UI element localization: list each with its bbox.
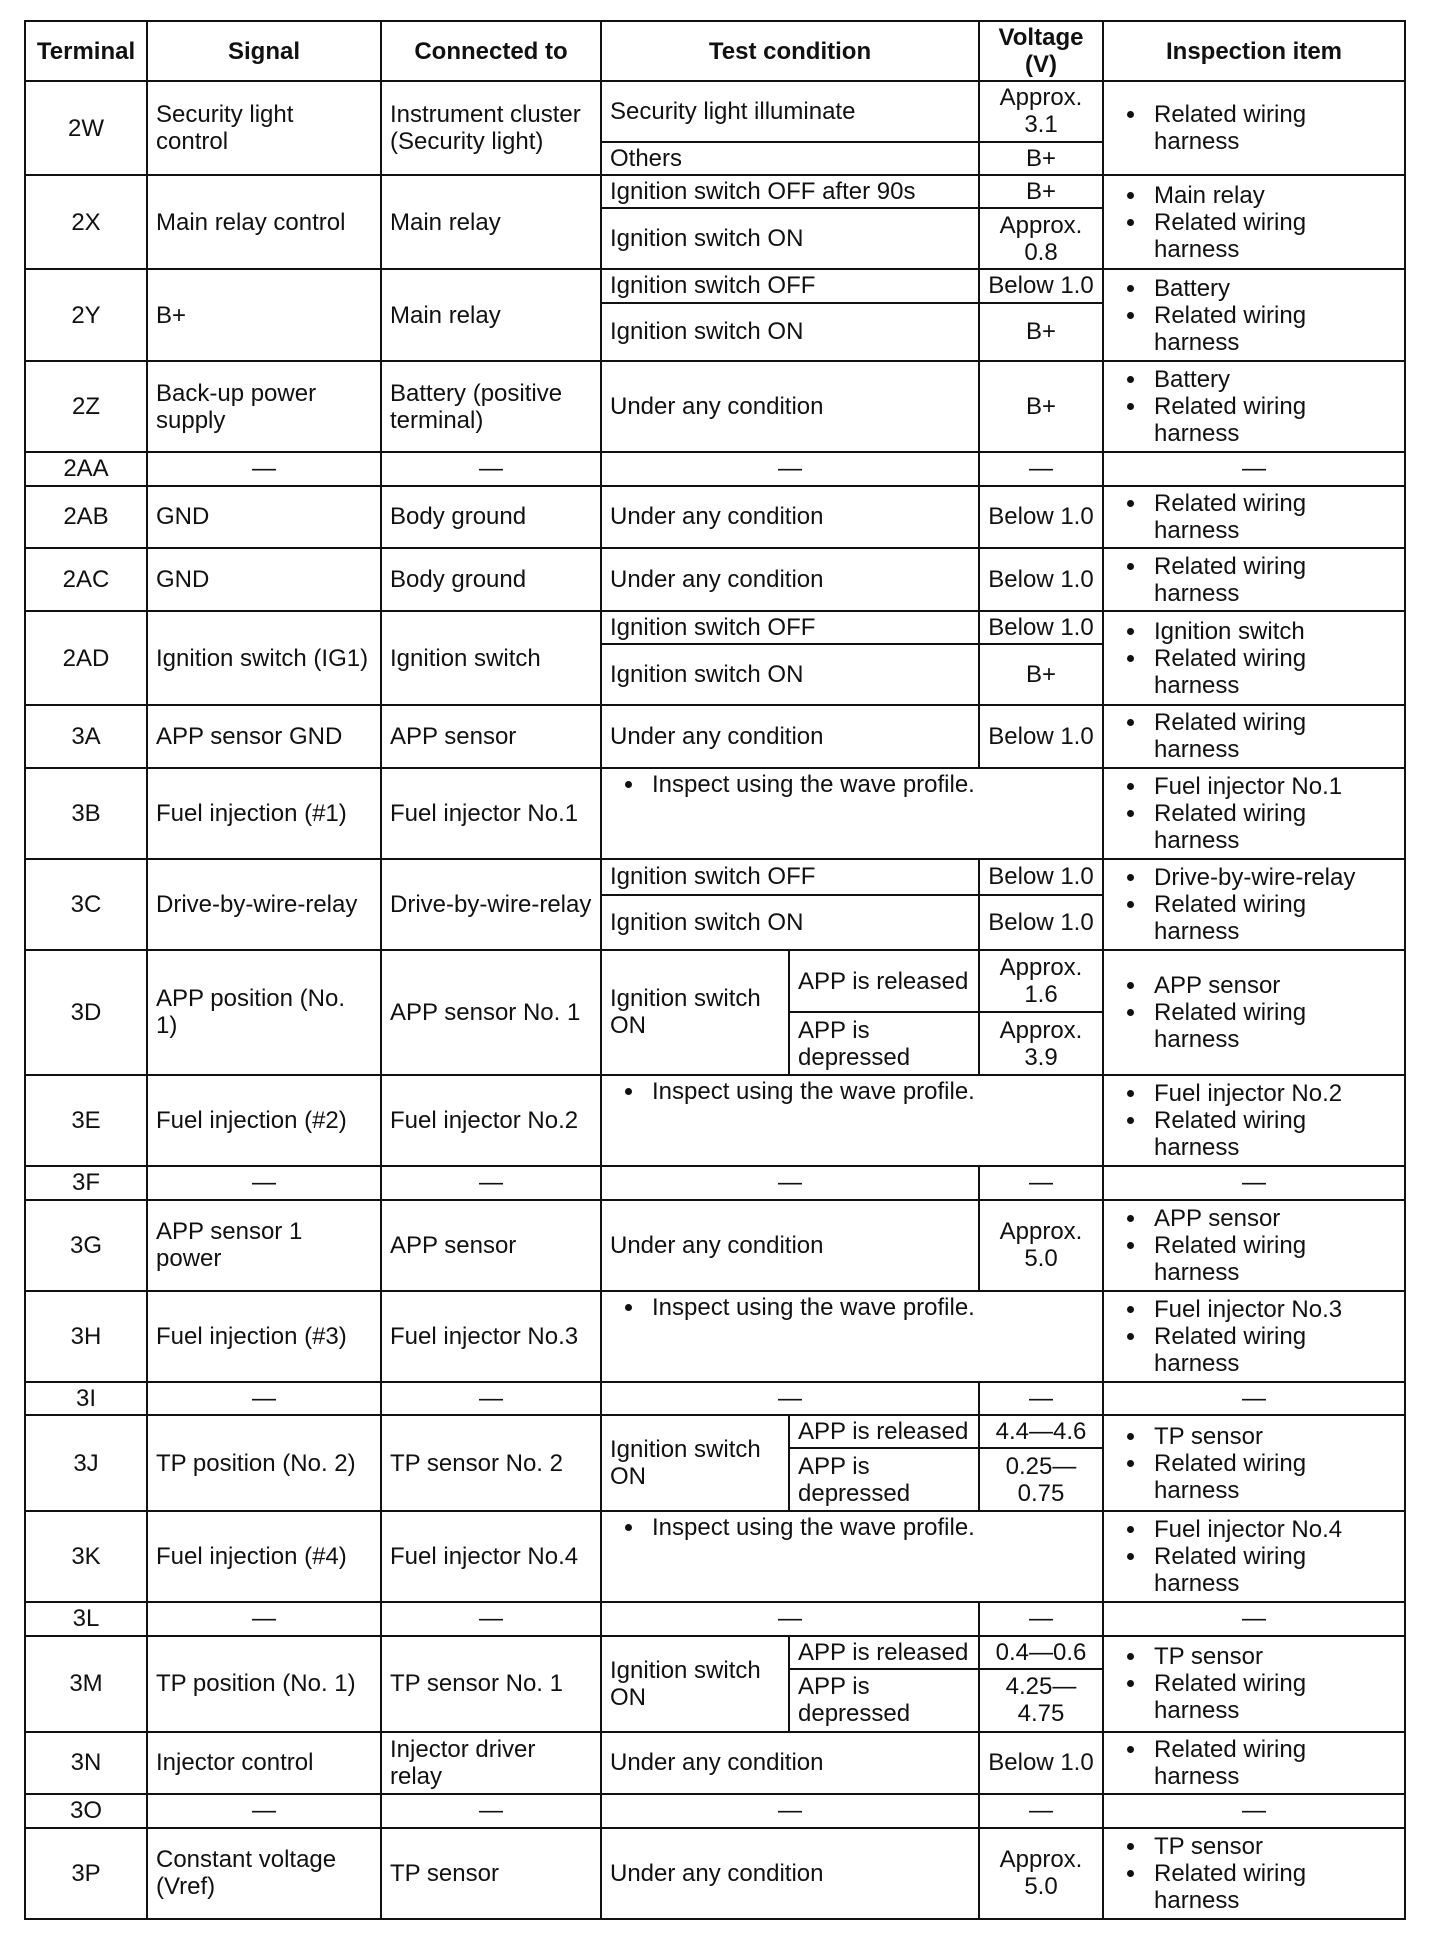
terminal-cell: 3M xyxy=(25,1636,147,1732)
voltage-cell: B+ xyxy=(979,175,1103,208)
voltage-cell: — xyxy=(979,1382,1103,1415)
inspection-cell: — xyxy=(1103,1382,1405,1415)
condition-cell: Ignition switch ON xyxy=(601,208,979,269)
inspection-cell xyxy=(1103,1636,1405,1732)
table-row xyxy=(25,81,1405,142)
terminal-cell: 2W xyxy=(25,81,147,175)
inspection-item: • TP sensor xyxy=(1148,1833,1396,1860)
voltage-cell: Below 1.0 xyxy=(979,895,1103,950)
table-row xyxy=(25,859,1405,895)
table-row xyxy=(25,1511,1405,1602)
inspection-item: • Related wiring harness xyxy=(1148,999,1396,1053)
table-row xyxy=(25,1166,1405,1199)
terminal-cell: 3J xyxy=(25,1415,147,1511)
subcondition-cell: APP is released xyxy=(789,1636,979,1669)
inspection-item: • TP sensor xyxy=(1148,1423,1396,1450)
signal-cell: — xyxy=(147,1382,381,1415)
header-test-condition: Test condition xyxy=(601,21,979,81)
inspection-cell xyxy=(1103,705,1405,768)
inspection-item: • Related wiring harness xyxy=(1148,1450,1396,1504)
condition-cell: Under any condition xyxy=(601,1828,979,1919)
table-row xyxy=(25,1636,1405,1669)
terminal-cell: 2X xyxy=(25,175,147,269)
condition-cell: Under any condition xyxy=(601,548,979,611)
voltage-cell: Below 1.0 xyxy=(979,611,1103,644)
voltage-cell: Below 1.0 xyxy=(979,548,1103,611)
connected-cell: Battery (positive terminal) xyxy=(381,361,601,452)
connected-cell: Fuel injector No.4 xyxy=(381,1511,601,1602)
condition-cell: Under any condition xyxy=(601,1200,979,1291)
inspection-cell xyxy=(1103,81,1405,175)
condition-cell: Ignition switch OFF xyxy=(601,859,979,895)
condition-cell: — xyxy=(601,1794,979,1827)
voltage-cell: 0.25—0.75 xyxy=(979,1448,1103,1511)
inspection-item: • Main relay xyxy=(1148,182,1396,209)
inspection-item: • Related wiring harness xyxy=(1148,302,1396,356)
header-voltage: Voltage (V) xyxy=(979,21,1103,81)
condition-cell: Ignition switch ON xyxy=(601,1415,789,1511)
terminal-cell: 3D xyxy=(25,950,147,1075)
signal-cell: Fuel injection (#4) xyxy=(147,1511,381,1602)
inspection-item: • Ignition switch xyxy=(1148,618,1396,645)
condition-cell: Ignition switch ON xyxy=(601,644,979,705)
terminal-voltage-table xyxy=(24,20,1406,1920)
signal-cell: — xyxy=(147,1602,381,1635)
table-row xyxy=(25,1602,1405,1635)
wave-profile-cell xyxy=(601,1511,1103,1602)
signal-cell: — xyxy=(147,1794,381,1827)
condition-cell: — xyxy=(601,1166,979,1199)
inspection-cell xyxy=(1103,175,1405,269)
signal-cell: B+ xyxy=(147,269,381,361)
table-row xyxy=(25,1415,1405,1448)
terminal-cell: 3C xyxy=(25,859,147,950)
connected-cell: Body ground xyxy=(381,486,601,549)
header-connected-to: Connected to xyxy=(381,21,601,81)
connected-cell: APP sensor No. 1 xyxy=(381,950,601,1075)
inspection-item: • Drive-by-wire-relay xyxy=(1148,864,1396,891)
table-row xyxy=(25,611,1405,644)
inspection-item: • Related wiring harness xyxy=(1148,1232,1396,1286)
inspection-item: • Related wiring harness xyxy=(1148,1543,1396,1597)
inspection-item: • Battery xyxy=(1148,366,1396,393)
voltage-cell: B+ xyxy=(979,361,1103,452)
inspection-cell xyxy=(1103,548,1405,611)
inspection-item: • Related wiring harness xyxy=(1148,1736,1396,1790)
signal-cell: Injector control xyxy=(147,1732,381,1795)
inspection-cell xyxy=(1103,950,1405,1075)
connected-cell: APP sensor xyxy=(381,705,601,768)
terminal-cell: 2Z xyxy=(25,361,147,452)
voltage-cell: B+ xyxy=(979,303,1103,362)
inspection-item: • TP sensor xyxy=(1148,1643,1396,1670)
terminal-cell: 2AC xyxy=(25,548,147,611)
table-row xyxy=(25,1075,1405,1166)
condition-cell: — xyxy=(601,1602,979,1635)
condition-cell: Ignition switch OFF after 90s xyxy=(601,175,979,208)
inspection-cell xyxy=(1103,859,1405,950)
inspection-cell xyxy=(1103,269,1405,361)
condition-cell: Under any condition xyxy=(601,705,979,768)
inspection-item: • Related wiring harness xyxy=(1148,393,1396,447)
terminal-cell: 3P xyxy=(25,1828,147,1919)
inspection-item: • Related wiring harness xyxy=(1148,1323,1396,1377)
signal-cell: Drive-by-wire-relay xyxy=(147,859,381,950)
signal-cell: — xyxy=(147,1166,381,1199)
table-row xyxy=(25,950,1405,1013)
voltage-cell: Below 1.0 xyxy=(979,859,1103,895)
signal-cell: Main relay control xyxy=(147,175,381,269)
inspection-item: • Related wiring harness xyxy=(1148,553,1396,607)
terminal-cell: 2AB xyxy=(25,486,147,549)
signal-cell: Fuel injection (#3) xyxy=(147,1291,381,1382)
connected-cell: Fuel injector No.1 xyxy=(381,768,601,859)
header-signal: Signal xyxy=(147,21,381,81)
voltage-cell: Below 1.0 xyxy=(979,269,1103,302)
header-terminal: Terminal xyxy=(25,21,147,81)
inspection-item: • Fuel injector No.3 xyxy=(1148,1296,1396,1323)
subcondition-cell: APP is depressed xyxy=(789,1448,979,1511)
terminal-cell: 3I xyxy=(25,1382,147,1415)
wave-profile-note: • Inspect using the wave profile. xyxy=(646,1078,1094,1105)
terminal-cell: 3K xyxy=(25,1511,147,1602)
connected-cell: — xyxy=(381,1794,601,1827)
condition-cell: Under any condition xyxy=(601,361,979,452)
signal-cell: — xyxy=(147,452,381,485)
condition-cell: Security light illuminate xyxy=(601,81,979,142)
signal-cell: TP position (No. 2) xyxy=(147,1415,381,1511)
connected-cell: TP sensor No. 1 xyxy=(381,1636,601,1732)
signal-cell: Fuel injection (#2) xyxy=(147,1075,381,1166)
connected-cell: TP sensor No. 2 xyxy=(381,1415,601,1511)
signal-cell: Security light control xyxy=(147,81,381,175)
condition-cell: Under any condition xyxy=(601,486,979,549)
signal-cell: GND xyxy=(147,486,381,549)
voltage-cell: — xyxy=(979,452,1103,485)
inspection-item: • Related wiring harness xyxy=(1148,645,1396,699)
subcondition-cell: APP is released xyxy=(789,950,979,1013)
inspection-item: • Related wiring harness xyxy=(1148,490,1396,544)
terminal-cell: 3B xyxy=(25,768,147,859)
signal-cell: Constant voltage (Vref) xyxy=(147,1828,381,1919)
inspection-cell xyxy=(1103,1291,1405,1382)
connected-cell: — xyxy=(381,1602,601,1635)
table-row xyxy=(25,705,1405,768)
table-row xyxy=(25,452,1405,485)
voltage-cell: Below 1.0 xyxy=(979,705,1103,768)
voltage-cell: Approx. 5.0 xyxy=(979,1200,1103,1291)
connected-cell: TP sensor xyxy=(381,1828,601,1919)
inspection-item: • Related wiring harness xyxy=(1148,800,1396,854)
terminal-cell: 3F xyxy=(25,1166,147,1199)
table-row xyxy=(25,768,1405,859)
signal-cell: TP position (No. 1) xyxy=(147,1636,381,1732)
terminal-cell: 3O xyxy=(25,1794,147,1827)
subcondition-cell: APP is depressed xyxy=(789,1669,979,1732)
terminal-cell: 3A xyxy=(25,705,147,768)
connected-cell: Body ground xyxy=(381,548,601,611)
inspection-item: • Related wiring harness xyxy=(1148,101,1396,155)
table-row xyxy=(25,361,1405,452)
subcondition-cell: APP is depressed xyxy=(789,1012,979,1075)
signal-cell: APP sensor 1 power xyxy=(147,1200,381,1291)
table-row xyxy=(25,1291,1405,1382)
voltage-cell: 4.4—4.6 xyxy=(979,1415,1103,1448)
inspection-item: • Related wiring harness xyxy=(1148,891,1396,945)
connected-cell: Fuel injector No.3 xyxy=(381,1291,601,1382)
voltage-cell: Approx. 1.6 xyxy=(979,950,1103,1013)
condition-cell: — xyxy=(601,1382,979,1415)
inspection-item: • Related wiring harness xyxy=(1148,1860,1396,1914)
inspection-item: • Fuel injector No.4 xyxy=(1148,1516,1396,1543)
inspection-item: • Related wiring harness xyxy=(1148,709,1396,763)
signal-cell: APP position (No. 1) xyxy=(147,950,381,1075)
wave-profile-note: • Inspect using the wave profile. xyxy=(646,1514,1094,1541)
signal-cell: APP sensor GND xyxy=(147,705,381,768)
connected-cell: Instrument cluster (Security light) xyxy=(381,81,601,175)
connected-cell: Ignition switch xyxy=(381,611,601,705)
condition-cell: Under any condition xyxy=(601,1732,979,1795)
signal-cell: Ignition switch (IG1) xyxy=(147,611,381,705)
condition-cell: Ignition switch ON xyxy=(601,950,789,1075)
condition-cell: Ignition switch ON xyxy=(601,1636,789,1732)
connected-cell: Injector driver relay xyxy=(381,1732,601,1795)
inspection-item: • Battery xyxy=(1148,275,1396,302)
inspection-item: • Related wiring harness xyxy=(1148,1670,1396,1724)
wave-profile-cell xyxy=(601,768,1103,859)
inspection-item: • APP sensor xyxy=(1148,972,1396,999)
voltage-cell: Approx. 5.0 xyxy=(979,1828,1103,1919)
subcondition-cell: APP is released xyxy=(789,1415,979,1448)
signal-cell: Back-up power supply xyxy=(147,361,381,452)
table-row xyxy=(25,486,1405,549)
voltage-cell: B+ xyxy=(979,644,1103,705)
voltage-cell: 0.4—0.6 xyxy=(979,1636,1103,1669)
condition-cell: Ignition switch OFF xyxy=(601,269,979,302)
table-row xyxy=(25,269,1405,302)
table-row xyxy=(25,548,1405,611)
signal-cell: Fuel injection (#1) xyxy=(147,768,381,859)
connected-cell: — xyxy=(381,452,601,485)
voltage-cell: — xyxy=(979,1602,1103,1635)
table-row xyxy=(25,1828,1405,1919)
wave-profile-cell xyxy=(601,1291,1103,1382)
inspection-cell xyxy=(1103,1415,1405,1511)
inspection-item: • Related wiring harness xyxy=(1148,1107,1396,1161)
terminal-cell: 3E xyxy=(25,1075,147,1166)
condition-cell: Ignition switch ON xyxy=(601,895,979,950)
connected-cell: — xyxy=(381,1382,601,1415)
connected-cell: APP sensor xyxy=(381,1200,601,1291)
inspection-cell: — xyxy=(1103,452,1405,485)
voltage-cell: Approx. 3.9 xyxy=(979,1012,1103,1075)
table-row xyxy=(25,1794,1405,1827)
table-row xyxy=(25,1732,1405,1795)
terminal-cell: 2AD xyxy=(25,611,147,705)
terminal-cell: 3L xyxy=(25,1602,147,1635)
connected-cell: Fuel injector No.2 xyxy=(381,1075,601,1166)
inspection-cell xyxy=(1103,611,1405,705)
table-row xyxy=(25,175,1405,208)
header-inspection-item: Inspection item xyxy=(1103,21,1405,81)
inspection-cell xyxy=(1103,1075,1405,1166)
wave-profile-cell xyxy=(601,1075,1103,1166)
inspection-cell: — xyxy=(1103,1166,1405,1199)
signal-cell: GND xyxy=(147,548,381,611)
voltage-cell: — xyxy=(979,1166,1103,1199)
condition-cell: — xyxy=(601,452,979,485)
voltage-cell: 4.25—4.75 xyxy=(979,1669,1103,1732)
inspection-cell xyxy=(1103,1200,1405,1291)
inspection-cell xyxy=(1103,1511,1405,1602)
table-header-row xyxy=(25,21,1405,81)
inspection-item: • Related wiring harness xyxy=(1148,209,1396,263)
inspection-item: • Fuel injector No.1 xyxy=(1148,773,1396,800)
inspection-item: • Fuel injector No.2 xyxy=(1148,1080,1396,1107)
inspection-cell xyxy=(1103,1828,1405,1919)
terminal-cell: 3G xyxy=(25,1200,147,1291)
voltage-cell: Approx. 0.8 xyxy=(979,208,1103,269)
inspection-cell: — xyxy=(1103,1794,1405,1827)
connected-cell: Main relay xyxy=(381,175,601,269)
voltage-cell: B+ xyxy=(979,142,1103,175)
condition-cell: Ignition switch OFF xyxy=(601,611,979,644)
inspection-cell xyxy=(1103,1732,1405,1795)
voltage-cell: Below 1.0 xyxy=(979,1732,1103,1795)
wave-profile-note: • Inspect using the wave profile. xyxy=(646,771,1094,798)
connected-cell: Main relay xyxy=(381,269,601,361)
inspection-cell: — xyxy=(1103,1602,1405,1635)
voltage-cell: Approx. 3.1 xyxy=(979,81,1103,142)
inspection-cell xyxy=(1103,486,1405,549)
connected-cell: Drive-by-wire-relay xyxy=(381,859,601,950)
terminal-cell: 2Y xyxy=(25,269,147,361)
table-row xyxy=(25,1382,1405,1415)
terminal-cell: 3N xyxy=(25,1732,147,1795)
wave-profile-note: • Inspect using the wave profile. xyxy=(646,1294,1094,1321)
inspection-cell xyxy=(1103,361,1405,452)
inspection-item: • APP sensor xyxy=(1148,1205,1396,1232)
condition-cell: Ignition switch ON xyxy=(601,303,979,362)
condition-cell: Others xyxy=(601,142,979,175)
voltage-cell: Below 1.0 xyxy=(979,486,1103,549)
terminal-cell: 2AA xyxy=(25,452,147,485)
table-row xyxy=(25,1200,1405,1291)
inspection-cell xyxy=(1103,768,1405,859)
terminal-cell: 3H xyxy=(25,1291,147,1382)
connected-cell: — xyxy=(381,1166,601,1199)
voltage-cell: — xyxy=(979,1794,1103,1827)
